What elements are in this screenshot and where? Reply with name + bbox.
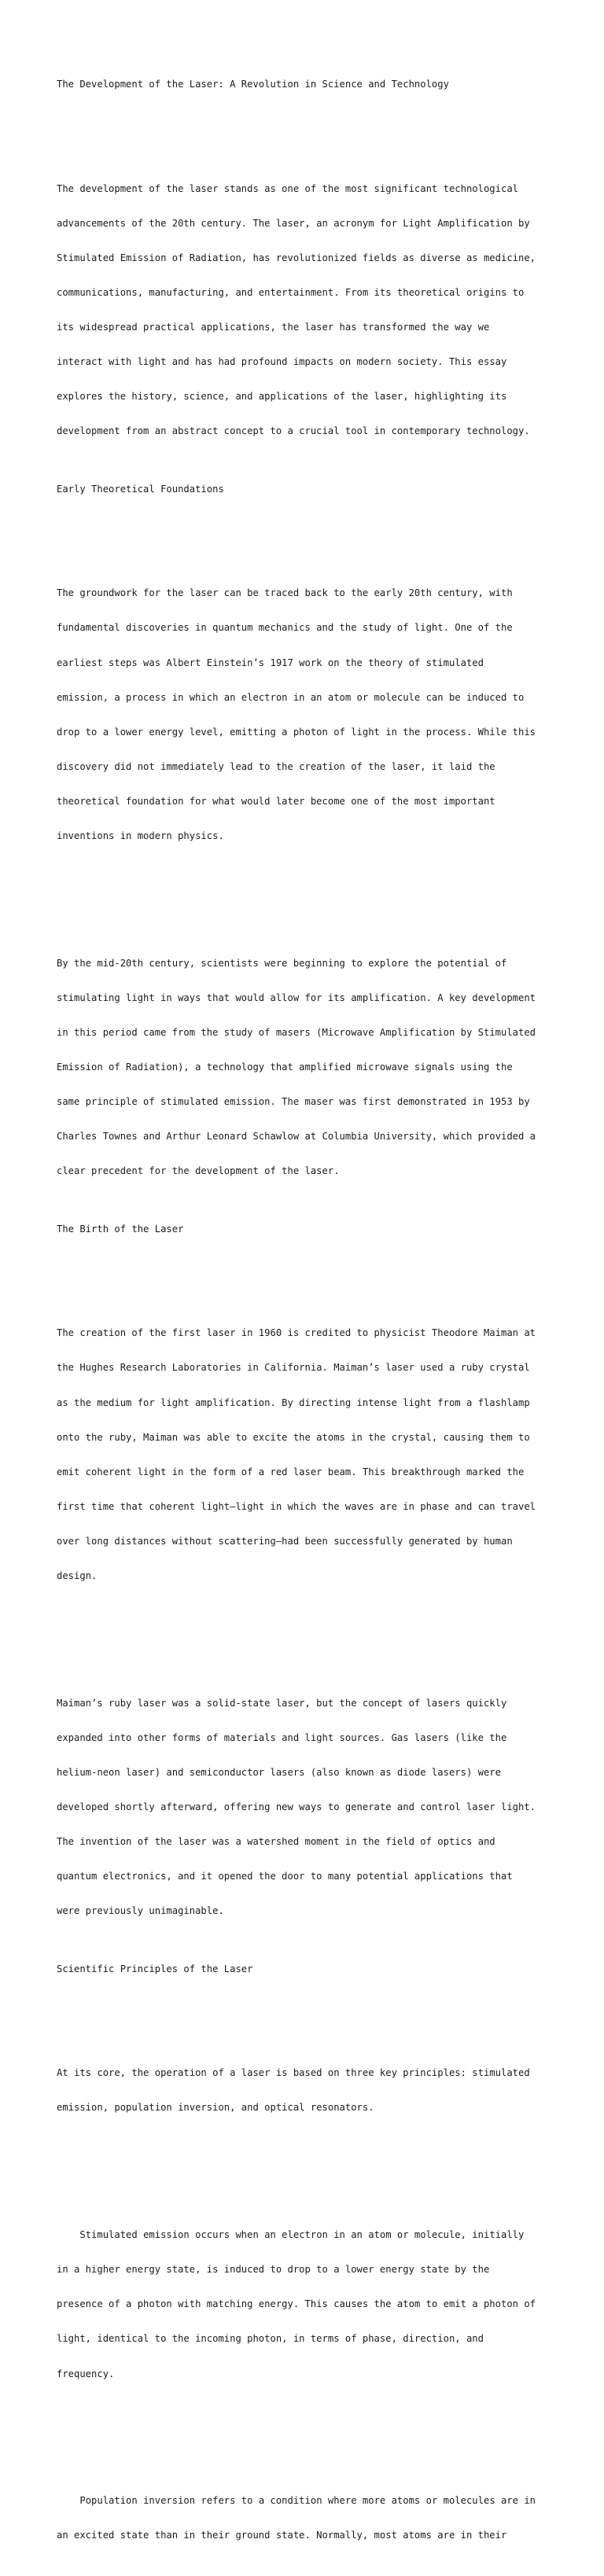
- document-page: [57, 56, 560, 2576]
- paragraph-first-laser: The creation of the first laser in 1960 is credited to physicist Theodore Maiman at the Hughes Research Laboratories in California. Maiman’s laser used a ruby crystal as the medium for light amplification. By directing intense light from a flashlamp onto the ruby, Maiman was able to excite the atoms in the crystal, causing them to emit coherent light in the form of a red laser beam. This breakthrough marked the first time that coherent light—light in which the waves are in phase and can travel over long distances without scattering—had been successfully generated by human design.: [57, 1327, 536, 1582]
- paragraph-population-inversion: Population inversion refers to a condition where more atoms or molecules are in an excited state than in their ground state. Normally, most atoms are in their: [57, 2495, 536, 2541]
- section-heading-early-foundations: Early Theoretical Foundations: [57, 484, 224, 495]
- intro-paragraph: The development of the laser stands as one of the most significant technological advancements of the 20th century. The laser, an acronym for Light Amplification by Stimulated Emission of Radiation, has revolutionized fields as diverse as medicine, communications, manufacturing, and entertainment. From its theoretical origins to its widespread practical applications, the laser has transformed the way we interact with light and has had profound impacts on modern society. This essay explores the history, science, and applications of the laser, highlighting its development from an abstract concept to a crucial tool in contemporary technology.: [57, 182, 536, 437]
- section-heading-scientific-principles: Scientific Principles of the Laser: [57, 1963, 253, 1974]
- paragraph-laser-types: Maiman’s ruby laser was a solid-state laser, but the concept of lasers quickly expanded into other forms of materials and light sources. Gas lasers (like the helium-neon laser) and semiconductor lasers (also known as diode lasers) were developed shortly afterward, offering new ways to generate and control laser light. The invention of the laser was a watershed moment in the field of optics and quantum electronics, and it opened the door to many potential applications that were previously unimaginable.: [57, 1697, 536, 1917]
- paragraph-masers: By the mid-20th century, scientists were beginning to explore the potential of stimulating light in ways that would allow for its amplification. A key development in this period came from the study of masers (Microwave Amplification by Stimulated Emission of Radiation), a technology that amplified microwave signals using the same principle of stimulated emission. The maser was first demonstrated in 1953 by Charles Townes and Arthur Leonard Schawlow at Columbia University, which provided a clear precedent for the development of the laser.: [57, 957, 536, 1177]
- paragraph-groundwork: The groundwork for the laser can be traced back to the early 20th century, with fundamental discoveries in quantum mechanics and the study of light. One of the earliest steps was Albert Einstein’s 1917 work on the theory of stimulated emission, a process in which an electron in an atom or molecule can be induced to drop to a lower energy level, emitting a photon of light in the process. While this discovery did not immediately lead to the creation of the laser, it laid the theoretical foundation for what would later become one of the most important inventions in modern physics.: [57, 587, 536, 842]
- paragraph-core-principles: At its core, the operation of a laser is based on three key principles: stimulated emission, population inversion, and optical resonators.: [57, 2067, 530, 2114]
- section-heading-birth-of-laser: The Birth of the Laser: [57, 1223, 184, 1235]
- document-title: The Development of the Laser: A Revolution in Science and Technology: [57, 79, 449, 90]
- paragraph-stimulated-emission: Stimulated emission occurs when an electron in an atom or molecule, initially in a higher energy state, is induced to drop to a lower energy state by the presence of a photon with matching energy. This causes the atom to emit a photon of light, identical to the incoming photon, in terms of phase, direction, and frequency.: [57, 2229, 536, 2379]
